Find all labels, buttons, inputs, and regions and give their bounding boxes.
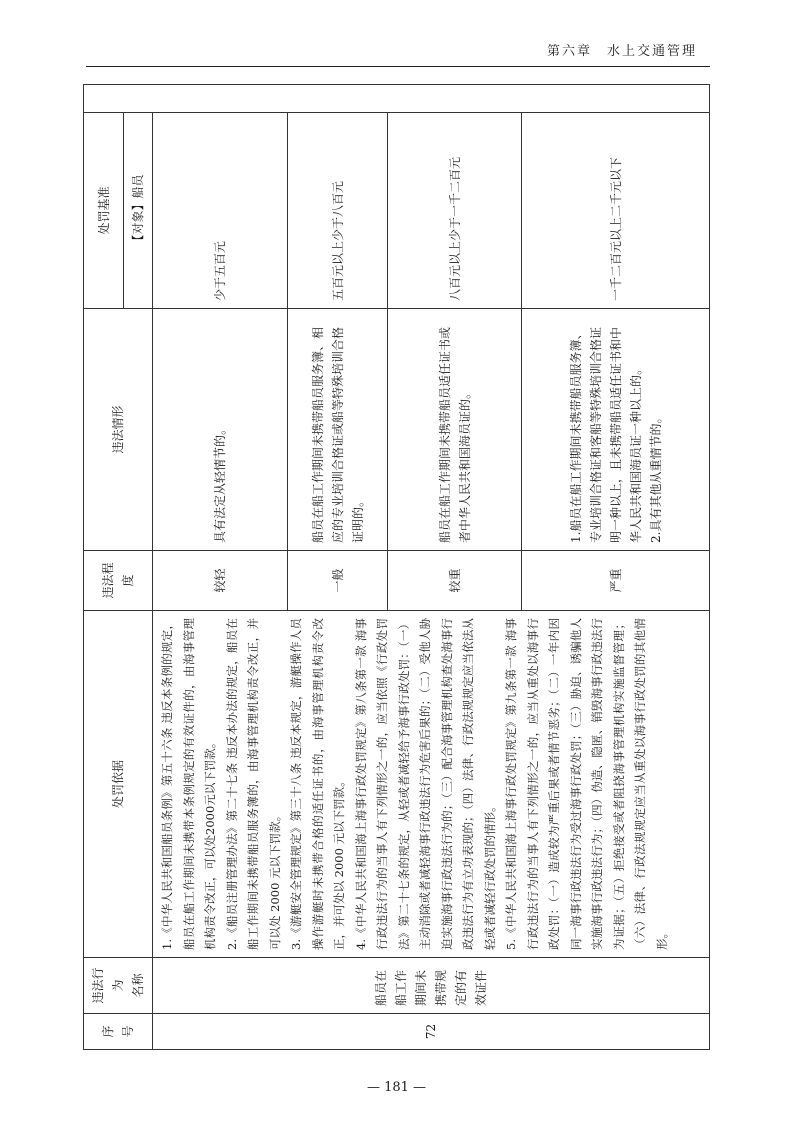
penalty-table-frame — [83, 85, 708, 1050]
col-header-act-name-line1: 违法行为 — [91, 967, 125, 1004]
right-margin-cell — [84, 85, 710, 113]
standard-severe: 一千二百元以上二千元以下 — [522, 113, 710, 309]
circumstance-light: 具有法定从轻情节的。 — [153, 309, 288, 551]
row-act-name: 船员在船工作期间未携带规定的有效证件 — [153, 958, 710, 1014]
standard-light: 少于五百元 — [153, 113, 288, 309]
circumstance-serious: 船员在船工作期间未携带船员适任证书或者中华人民共和国海员证的。 — [388, 309, 522, 551]
standard-serious: 八百元以上少于一千二百元 — [388, 113, 522, 309]
basis-item: 5.《中华人民共和国海上海事行政处罚规定》第九条第一款 海事行政违法行为的当事人有下列情形之一的，应当从重处以海事行政处罚：（一）造成较为严重后果或者情节恶劣；（二）一年内因同一海事行政违法行为受过海事行政处罚；（三）胁迫、诱骗他人实施海事行政违法行为；（四）伪造、隐匿、销毁海事行政违法行为证据；（五）拒绝接受或者阻挠海事管理机构实施监督管理；（六）法律、行政法规规定应当从重处以海事行政处罚的其他情形。 — [504, 618, 669, 950]
degree-light: 较轻 — [153, 551, 288, 611]
col-header-act-name — [84, 958, 153, 1014]
row-seq: 72 — [153, 1014, 710, 1050]
col-header-circumstance: 违法情形 — [84, 309, 153, 551]
header-rule — [86, 66, 710, 67]
row-basis — [153, 611, 710, 958]
basis-item: 3.《游艇安全管理规定》第三十八条 违反本规定，游艇操作人员操作游艇时未携带合格的适任证书的，由海事管理机构责令改正，并可处以 2000 元以下罚款。 — [289, 618, 346, 950]
degree-serious: 较重 — [388, 551, 522, 611]
page-number: — 181 — — [366, 1080, 427, 1095]
col-header-seq: 序号 — [84, 1014, 153, 1050]
circumstance-general: 船员在船工作期间未携带船员服务簿、相应的专业培训合格证或船等特殊培训合格证明的。 — [288, 309, 388, 551]
penalty-table-rotated — [83, 85, 708, 1050]
chapter-header: 第六章 水上交通管理 — [546, 44, 697, 59]
col-header-act-name-line2: 名称 — [131, 973, 145, 998]
circumstance-severe: 1.船员在船工作期间未携带船员服务簿、专业培训合格证和客船等特殊培训合格证明一种以上，且未携带船员适任证书和中华人民共和国海员证一种以上的。 2.具有其他从重情节的。 — [522, 309, 710, 551]
basis-item: 4.《中华人民共和国海上海事行政处罚规定》第八条第一款 海事行政违法行为的当事人有下列情形之一的，应当依照《行政处罚法》第二十七条的规定，从轻或者减轻给予海事行政处罚：（一）主动消除或者减轻海事行政违法行为危害后果的；（二）受他人胁迫实施海事行政违法行为的；（三）配合海事管理机构查处海事行政违法行为有立功表现的；（四）法律、行政法规规定应当依法从轻或者减轻行政处罚的情形。 — [353, 618, 497, 950]
col-header-standard: 处罚基准 — [84, 113, 124, 309]
penalty-table — [83, 84, 710, 1050]
col-header-basis: 处罚依据 — [84, 611, 153, 958]
col-header-target: 【对象】船员 — [124, 113, 153, 309]
degree-general: 一般 — [288, 551, 388, 611]
standard-general: 五百元以上少于八百元 — [288, 113, 388, 309]
basis-item: 2.《船员注册管理办法》第二十七条 违反本办法的规定，船员在船工作期间未携带船员服务簿的，由海事管理机构责令改正，并可以处 2000 元以下罚款。 — [224, 618, 282, 950]
degree-severe: 严重 — [522, 551, 710, 611]
basis-item: 1.《中华人民共和国船员条例》第五十六条 违反本条例的规定，船员在船工作期间未携带本条例规定的有效证件的，由海事管理机构责令改正，可以处2000元以下罚款。 — [160, 618, 217, 950]
col-header-degree: 违法程度 — [84, 551, 153, 611]
